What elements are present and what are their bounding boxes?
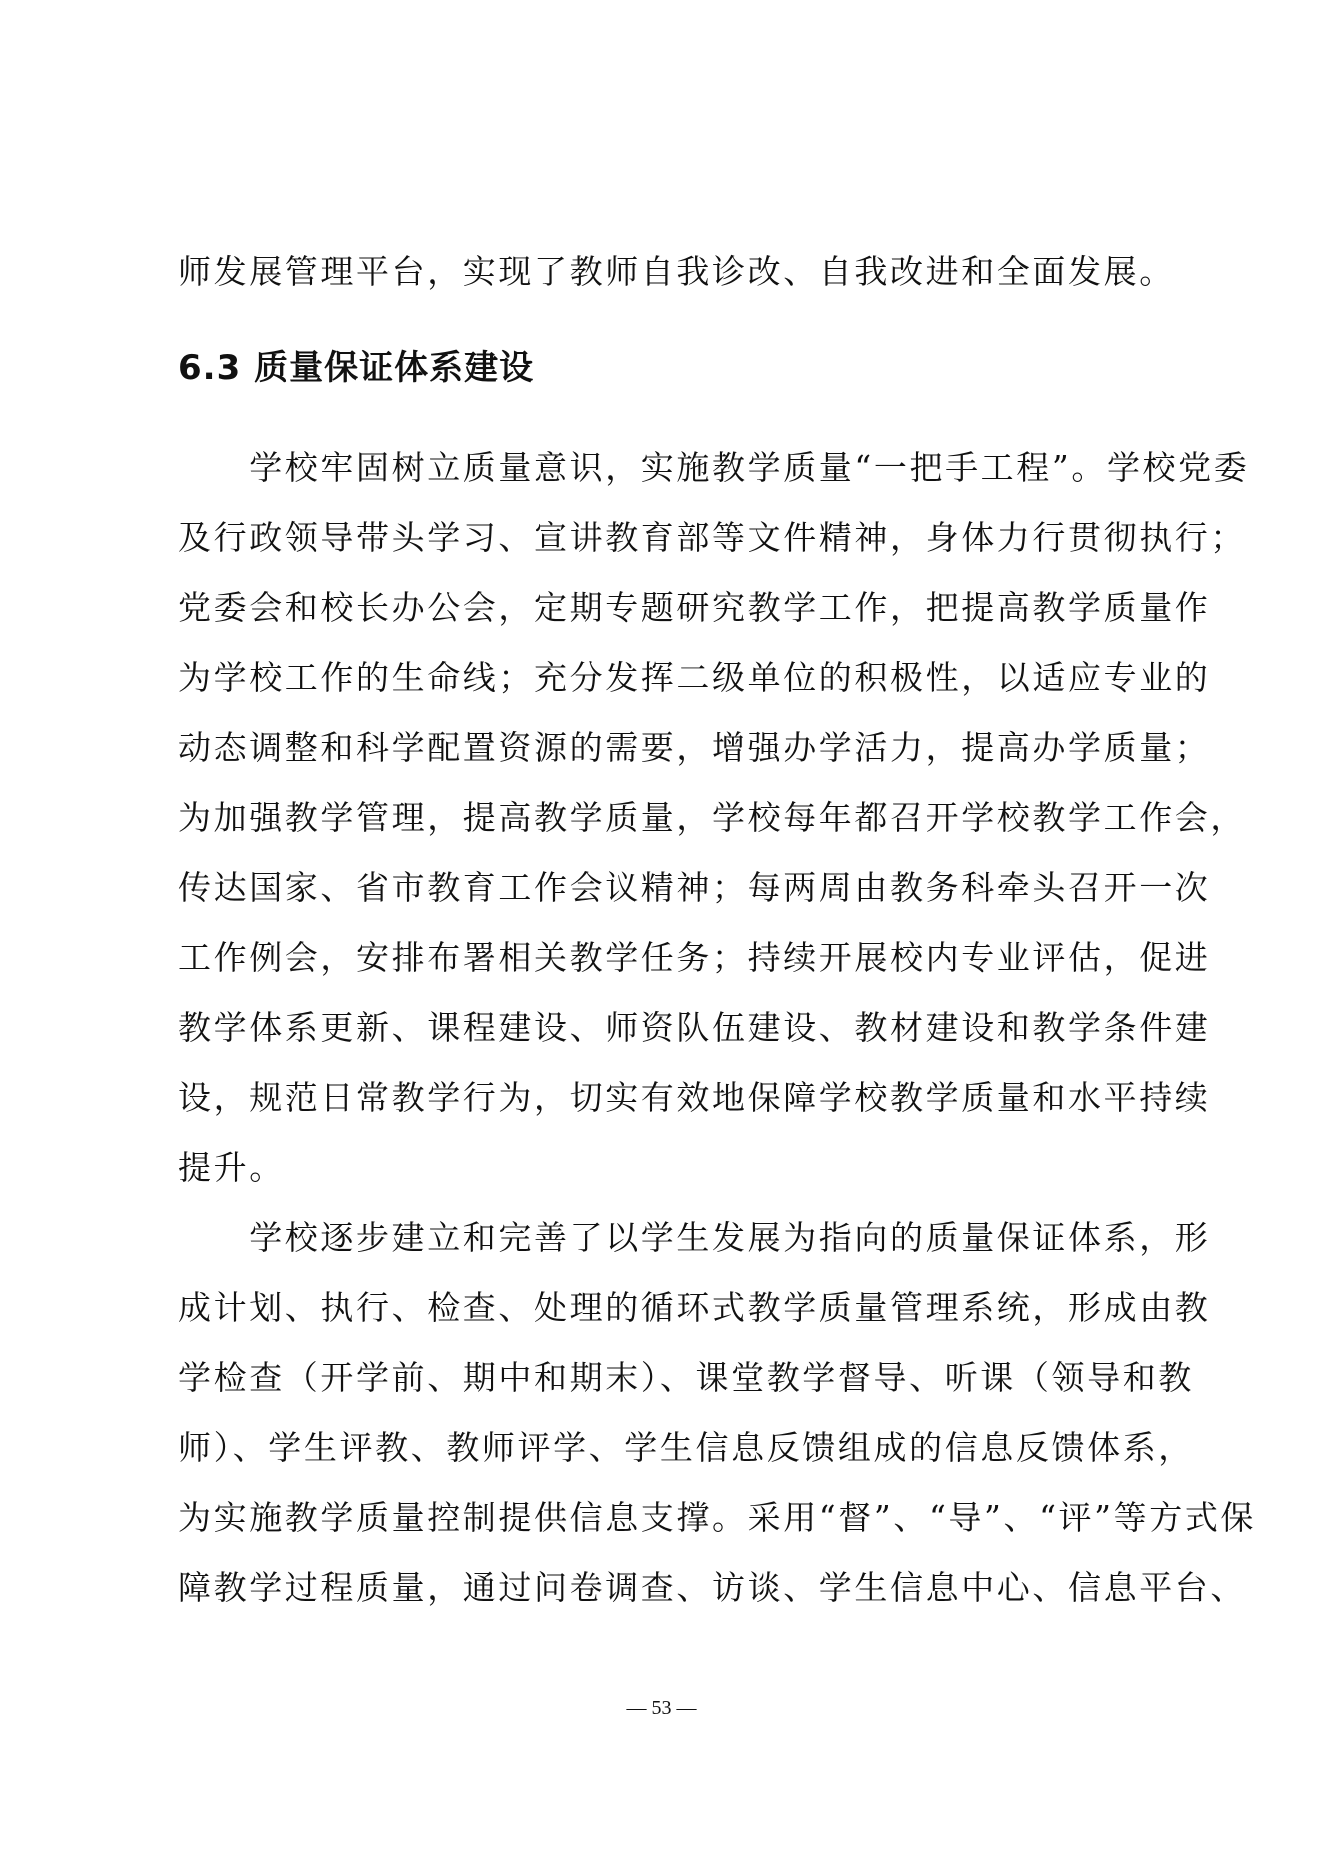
page-number: — 53 —: [626, 1697, 697, 1719]
text-line: 工作例会，安排布署相关教学任务；持续开展校内专业评估，促进: [178, 938, 1211, 977]
text-line: 教学体系更新、课程建设、师资队伍建设、教材建设和教学条件建: [178, 1008, 1211, 1047]
text-line: 成计划、执行、检查、处理的循环式教学质量管理系统，形成由教: [178, 1288, 1211, 1327]
text-line: 及行政领导带头学习、宣讲教育部等文件精神，身体力行贯彻执行；: [178, 518, 1246, 557]
text-line: 为学校工作的生命线；充分发挥二级单位的积极性，以适应专业的: [178, 658, 1211, 697]
text-line: 设，规范日常教学行为，切实有效地保障学校教学质量和水平持续: [178, 1078, 1211, 1117]
text-line: 党委会和校长办公会，定期专题研究教学工作，把提高教学质量作: [178, 588, 1211, 627]
text-line: 动态调整和科学配置资源的需要，增强办学活力，提高办学质量；: [178, 728, 1211, 767]
text-line: 学检查（开学前、期中和期末）、课堂教学督导、听课（领导和教: [178, 1358, 1194, 1397]
text-line: 提升。: [178, 1148, 285, 1187]
text-line: 传达国家、省市教育工作会议精神；每两周由教务科牵头召开一次: [178, 868, 1211, 907]
text-line: 师发展管理平台，实现了教师自我诊改、自我改进和全面发展。: [178, 252, 1175, 291]
section-heading: 6.3 质量保证体系建设: [178, 348, 535, 388]
text-line: 障教学过程质量，通过问卷调查、访谈、学生信息中心、信息平台、: [178, 1568, 1246, 1607]
text-line: 学校逐步建立和完善了以学生发展为指向的质量保证体系，形: [178, 1218, 1211, 1257]
text-line: 学校牢固树立质量意识，实施教学质量“一把手工程”。学校党委: [178, 448, 1250, 487]
text-line: 为实施教学质量控制提供信息支撑。采用“督”、“导”、“评”等方式保: [178, 1498, 1257, 1537]
text-line: 师）、学生评教、教师评学、学生信息反馈组成的信息反馈体系，: [178, 1428, 1194, 1467]
text-line: 为加强教学管理，提高教学质量，学校每年都召开学校教学工作会，: [178, 798, 1246, 837]
